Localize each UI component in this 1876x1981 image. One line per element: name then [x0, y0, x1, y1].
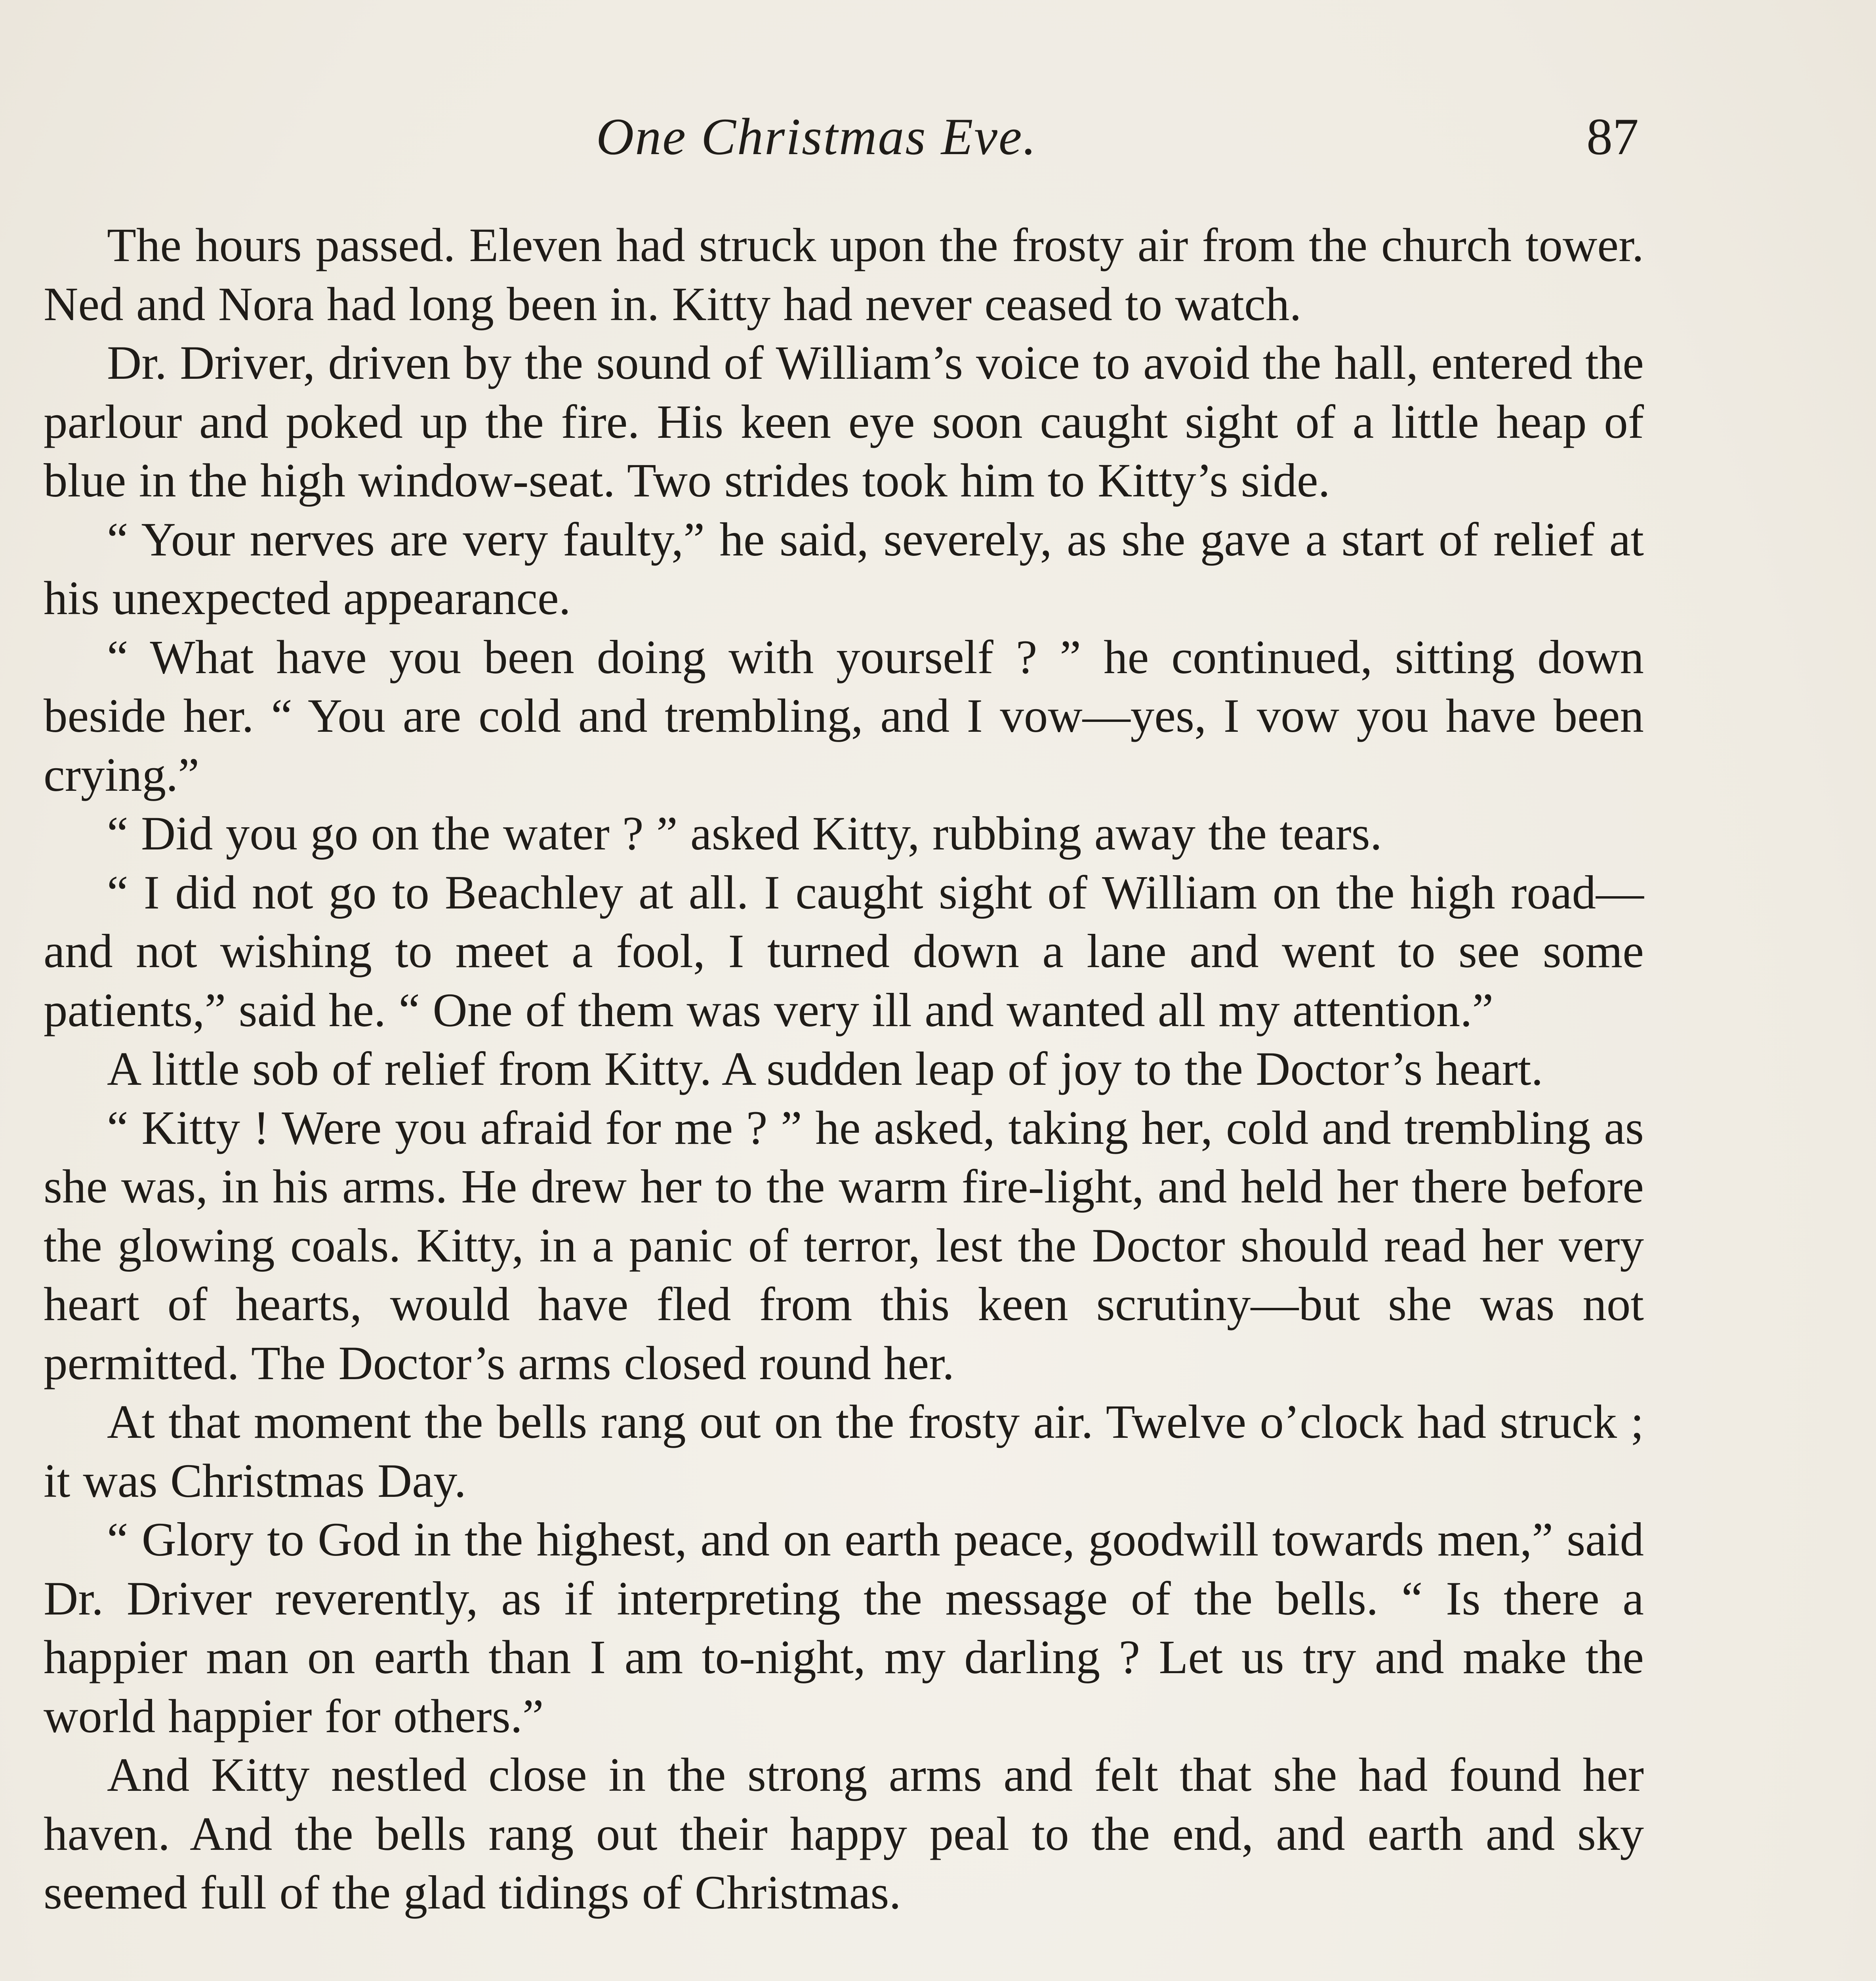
paragraph-4: “ What have you been doing with yourself ? ” he continued, sitting down beside her. “ You are cold and trembling, and I vow—yes, I vow you have been crying.” — [44, 630, 1644, 802]
running-head — [0, 101, 1876, 172]
story-text — [44, 216, 1644, 1922]
running-title: One Christmas Eve. — [596, 107, 1037, 166]
paragraph-7: A little sob of relief from Kitty. A sudden leap of joy to the Doctor’s heart. — [107, 1042, 1543, 1095]
paragraph-11: And Kitty nestled close in the strong arms and felt that she had found her haven. And the bells rang out their happy peal to the end, and earth and sky seemed full of the glad tidings of Christmas. — [44, 1748, 1644, 1919]
paragraph-1: The hours passed. Eleven had struck upon the frosty air from the church tower. Ned and Nora had long been in. Kitty had never ceased to watch. — [44, 219, 1644, 331]
paragraph-3: “ Your nerves are very faulty,” he said, severely, as she gave a start of relief at his unexpected appearance. — [44, 513, 1644, 625]
paragraph-2: Dr. Driver, driven by the sound of William’s voice to avoid the hall, entered the parlour and poked up the fire. His keen eye soon caught sight of a little heap of blue in the high window-seat. Two strides took him to Kitty’s side. — [44, 336, 1644, 507]
paragraph-5: “ Did you go on the water ? ” asked Kitty, rubbing away the tears. — [107, 807, 1382, 860]
paragraph-6: “ I did not go to Beachley at all. I caught sight of William on the high road—and not wishing to meet a fool, I turned down a lane and went to see some patients,” said he. “ One of them was very ill and wanted all my attention.” — [44, 866, 1644, 1037]
paragraph-10: “ Glory to God in the highest, and on earth peace, goodwill towards men,” said Dr. Driver reverently, as if interpreting the message of the bells. “ Is there a happier man on earth than I am to-night, my darling ? Let us try and make the world happier for others.” — [44, 1513, 1644, 1743]
paragraph-8: “ Kitty ! Were you afraid for me ? ” he asked, taking her, cold and trembling as she was, in his arms. He drew her to the warm fire-light, and held her there before the glowing coals. Kitty, in a panic of terror, lest the Doctor should read her very heart of hearts, would have fled from this keen scrutiny—but she was not permitted. The Doctor’s arms closed round her. — [44, 1101, 1644, 1390]
page-number: 87 — [1586, 107, 1639, 166]
paragraph-9: At that moment the bells rang out on the frosty air. Twelve o’clock had struck ; it was Christmas Day. — [44, 1395, 1644, 1508]
